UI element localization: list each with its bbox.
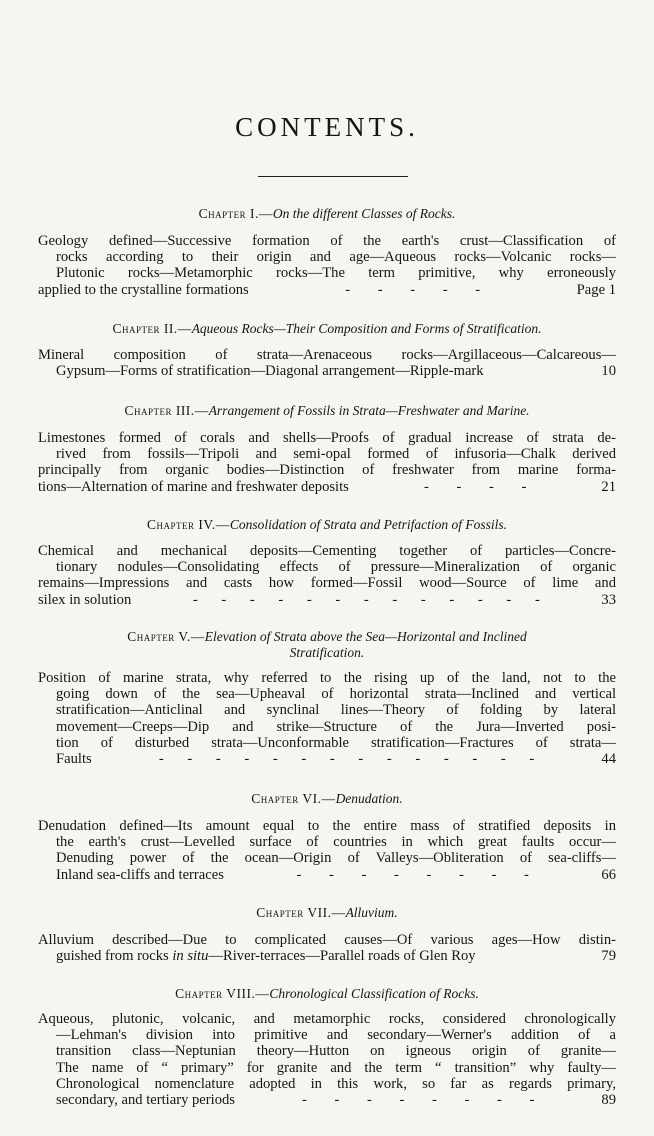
chapter-1-label: Chapter I.— <box>198 206 273 221</box>
chapter-4-heading <box>30 517 624 533</box>
summary-line: Geology defined—Successive formation of the earth's crust—Classification of <box>38 233 616 249</box>
chapter-2-heading <box>30 321 624 337</box>
summary-line: tions—Alternation of marine and freshwater deposits <box>38 478 349 495</box>
summary-line: Chemical and mechanical deposits—Cementing together of particles—Concre- <box>38 543 616 559</box>
page-title: CONTENTS. <box>235 112 419 142</box>
summary-italic: in situ <box>172 948 209 965</box>
summary-line: tion of disturbed strata—Unconformable stratification—Fractures of strata— <box>56 734 616 751</box>
chapter-4-summary <box>38 543 616 608</box>
chapter-8-summary <box>38 1011 616 1108</box>
summary-line: The name of “ primary” for granite and the term “ transition” why faulty— <box>56 1059 616 1076</box>
page-number: 10 <box>601 363 616 380</box>
page-number: 44 <box>601 750 616 767</box>
chapter-8-heading <box>30 986 624 1002</box>
summary-line: remains—Impressions and casts how formed—Fossil wood—Source of lime and <box>38 575 616 592</box>
chapter-1-title: On the different Classes of Rocks. <box>272 206 456 221</box>
dot-leader <box>484 363 602 379</box>
summary-last-line <box>38 1092 616 1108</box>
chapter-5-label: Chapter V.— <box>127 629 205 644</box>
summary-last-line <box>38 948 616 964</box>
summary-line: the earth's crust—Levelled surface of countries in which great faults occur— <box>56 834 616 851</box>
dot-leader <box>476 948 602 964</box>
chapter-1-summary <box>38 233 616 298</box>
page-number: 79 <box>601 948 616 965</box>
chapter-2-summary <box>38 347 616 379</box>
dot-leader: - - - - - <box>345 281 481 298</box>
summary-text: —River-terraces—Parallel roads of Glen Roy <box>208 948 476 965</box>
dot-leader: - - - - - - - - <box>296 866 529 883</box>
page-number: 33 <box>601 591 616 608</box>
summary-line: transition class—Neptunian theory—Hutton on igneous origin of granite— <box>56 1043 616 1060</box>
summary-line: applied to the crystalline formations <box>38 281 249 298</box>
summary-line: Inland sea-cliffs and terraces <box>56 866 224 883</box>
summary-line: movement—Creeps—Dip and strike—Structure of the Jura—Inverted posi- <box>56 718 616 735</box>
chapter-6-label: Chapter VI.— <box>251 791 336 806</box>
summary-line: Alluvium described—Due to complicated causes—Of various ages—How distin- <box>38 932 616 948</box>
summary-line: rocks according to their origin and age—Aqueous rocks—Volcanic rocks— <box>56 249 616 266</box>
summary-line: rived from fossils—Tripoli and semi-opal formed of infusoria—Chalk derived <box>56 446 616 463</box>
chapter-5-title-cont: Stratification. <box>289 645 365 660</box>
chapter-7-summary <box>38 932 616 964</box>
chapter-4-label: Chapter IV.— <box>147 517 230 532</box>
chapter-7-heading <box>30 905 624 921</box>
summary-line: silex in solution <box>38 591 132 608</box>
summary-line: principally from organic bodies—Distinction of freshwater from marine forma- <box>38 462 616 479</box>
chapter-3-heading <box>30 403 624 419</box>
summary-last-line <box>38 479 616 495</box>
summary-last-line <box>38 363 616 379</box>
summary-last-line <box>38 867 616 883</box>
title-rule <box>258 176 408 177</box>
chapter-8-title: Chronological Classification of Rocks. <box>269 986 479 1001</box>
summary-line: going down of the sea—Upheaval of horizontal strata—Inclined and vertical <box>56 686 616 703</box>
chapter-5-title: Elevation of Strata above the Sea—Horizontal and Inclined <box>204 629 527 644</box>
summary-line: secondary, and tertiary periods <box>56 1091 235 1108</box>
summary-line: —Lehman's division into primitive and secondary—Werner's addition of a <box>56 1027 616 1044</box>
summary-line: tionary nodules—Consolidating effects of pressure—Mineralization of organic <box>56 559 616 576</box>
page-number: 21 <box>601 478 616 495</box>
summary-line: Gypsum—Forms of stratification—Diagonal arrangement—Ripple-mark <box>56 363 484 380</box>
page-number: Page 1 <box>576 281 616 298</box>
chapter-4-title: Consolidation of Strata and Petrifaction of Fossils. <box>229 517 507 532</box>
page-number: 89 <box>601 1091 616 1108</box>
chapter-5-summary <box>38 670 616 767</box>
chapter-6-summary <box>38 818 616 883</box>
chapter-3-label: Chapter III.— <box>124 403 209 418</box>
chapter-2-label: Chapter II.— <box>112 321 192 336</box>
summary-line: Aqueous, plutonic, volcanic, and metamorphic rocks, considered chronologically <box>38 1011 616 1027</box>
summary-line: stratification—Anticlinal and synclinal lines—Theory of folding by lateral <box>56 702 616 719</box>
dot-leader: - - - - <box>423 478 527 495</box>
summary-line: Denuding power of the ocean—Origin of Valleys—Obliteration of sea-cliffs— <box>56 850 616 867</box>
chapter-2-title: Aqueous Rocks—Their Composition and Forms of Stratification. <box>191 321 542 336</box>
summary-line: Position of marine strata, why referred to the rising up of the land, not to the <box>38 670 616 686</box>
summary-line: Limestones formed of corals and shells—Proofs of gradual increase of strata de- <box>38 430 616 446</box>
summary-last-line <box>38 282 616 298</box>
summary-line: Faults <box>56 750 92 767</box>
chapter-8-label: Chapter VIII.— <box>175 986 270 1001</box>
dot-leader: - - - - - - - - - - - - - <box>192 591 540 608</box>
chapter-6-heading <box>30 791 624 807</box>
summary-line: Chronological nomenclature adopted in this work, so far as regards primary, <box>56 1075 616 1092</box>
summary-line: Plutonic rocks—Metamorphic rocks—The term primitive, why erroneously <box>56 265 616 282</box>
summary-text: guished from rocks <box>56 948 173 965</box>
summary-line <box>56 948 476 964</box>
summary-line: Mineral composition of strata—Arenaceous rocks—Argillaceous—Calcareous— <box>38 347 616 363</box>
page-number: 66 <box>601 866 616 883</box>
chapter-3-title: Arrangement of Fossils in Strata—Freshwater and Marine. <box>208 403 530 418</box>
dot-leader: - - - - - - - - <box>301 1091 535 1108</box>
dot-leader: - - - - - - - - - - - - - - <box>158 750 535 767</box>
summary-last-line <box>38 751 616 767</box>
chapter-7-label: Chapter VII.— <box>256 905 346 920</box>
summary-last-line <box>38 592 616 608</box>
chapter-1-heading <box>30 206 624 222</box>
chapter-3-summary <box>38 430 616 495</box>
chapter-7-title: Alluvium. <box>345 905 398 920</box>
chapter-6-title: Denudation. <box>335 791 403 806</box>
chapter-5-heading <box>30 629 624 661</box>
summary-line: Denudation defined—Its amount equal to the entire mass of stratified deposits in <box>38 818 616 834</box>
